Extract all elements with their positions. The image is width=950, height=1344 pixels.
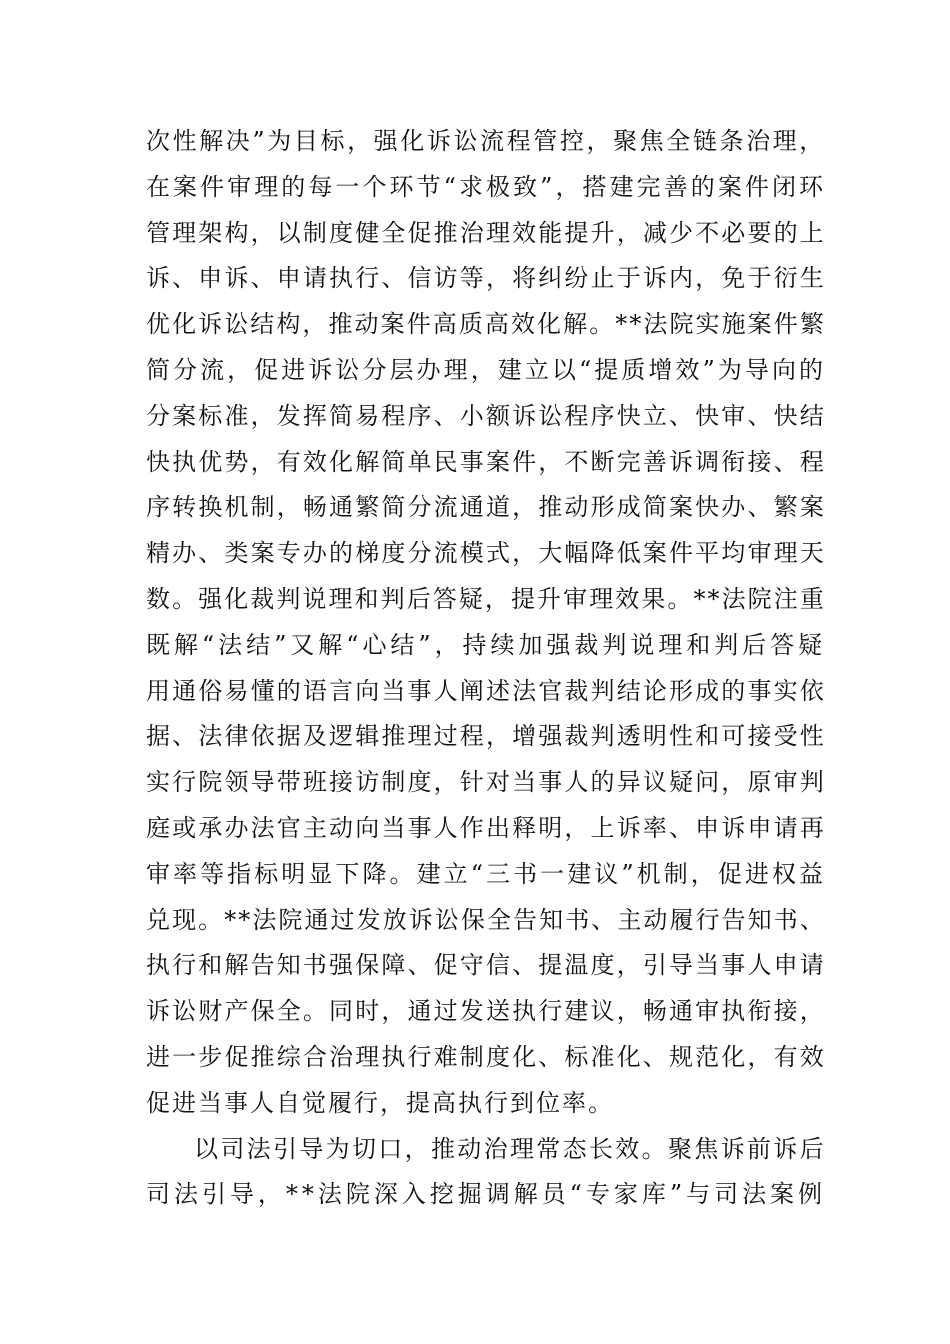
text-line: 优化诉讼结构，推动案件高质高效化解。**法院实施案件繁 xyxy=(146,310,826,339)
text-line: 诉、申诉、申请执行、信访等，将纠纷止于诉内，免于衍生 xyxy=(146,264,826,293)
paragraph-first-line: 以司法引导为切口，推动治理常态长效。聚焦诉前诉后 xyxy=(194,1134,826,1163)
text-line: 数。强化裁判说理和判后答疑，提升审理效果。**法院注重 xyxy=(146,584,826,613)
text-line: 序转换机制，畅通繁简分流通道，推动形成简案快办、繁案 xyxy=(146,493,826,522)
text-line: 在案件审理的每一个环节“求极致”，搭建完善的案件闭环 xyxy=(146,172,826,201)
text-line: 精办、类案专办的梯度分流模式，大幅降低案件平均审理天 xyxy=(146,539,826,568)
text-line: 用通俗易懂的语言向当事人阐述法官裁判结论形成的事实依 xyxy=(146,676,826,705)
text-line: 管理架构，以制度健全促推治理效能提升，减少不必要的上 xyxy=(146,218,826,247)
text-line: 简分流，促进诉讼分层办理，建立以“提质增效”为导向的 xyxy=(146,355,826,384)
text-line: 司法引导，**法院深入挖掘调解员“专家库”与司法案例 xyxy=(146,1180,826,1209)
body-text xyxy=(146,119,826,1218)
text-line: 进一步促推综合治理执行难制度化、标准化、规范化，有效 xyxy=(146,1042,826,1071)
text-line: 促进当事人自觉履行，提高执行到位率。 xyxy=(146,1088,614,1117)
text-line: 快执优势，有效化解简单民事案件，不断完善诉调衔接、程 xyxy=(146,447,826,476)
text-line: 执行和解告知书强保障、促守信、提温度，引导当事人申请 xyxy=(146,951,826,980)
text-line: 实行院领导带班接访制度，针对当事人的异议疑问，原审判 xyxy=(146,768,826,797)
text-line: 诉讼财产保全。同时，通过发送执行建议，畅通审执衔接， xyxy=(146,997,826,1026)
text-line: 既解“法结”又解“心结”，持续加强裁判说理和判后答疑 xyxy=(146,630,826,659)
text-line: 据、法律依据及逻辑推理过程，增强裁判透明性和可接受性 xyxy=(146,722,826,751)
text-line: 分案标准，发挥简易程序、小额诉讼程序快立、快审、快结 xyxy=(146,401,826,430)
text-line: 兑现。**法院通过发放诉讼保全告知书、主动履行告知书、 xyxy=(146,905,826,934)
text-line: 次性解决”为目标，强化诉讼流程管控，聚焦全链条治理， xyxy=(146,127,826,155)
text-line: 审率等指标明显下降。建立“三书一建议”机制，促进权益 xyxy=(146,859,826,888)
text-line: 庭或承办法官主动向当事人作出释明，上诉率、申诉申请再 xyxy=(146,813,826,842)
